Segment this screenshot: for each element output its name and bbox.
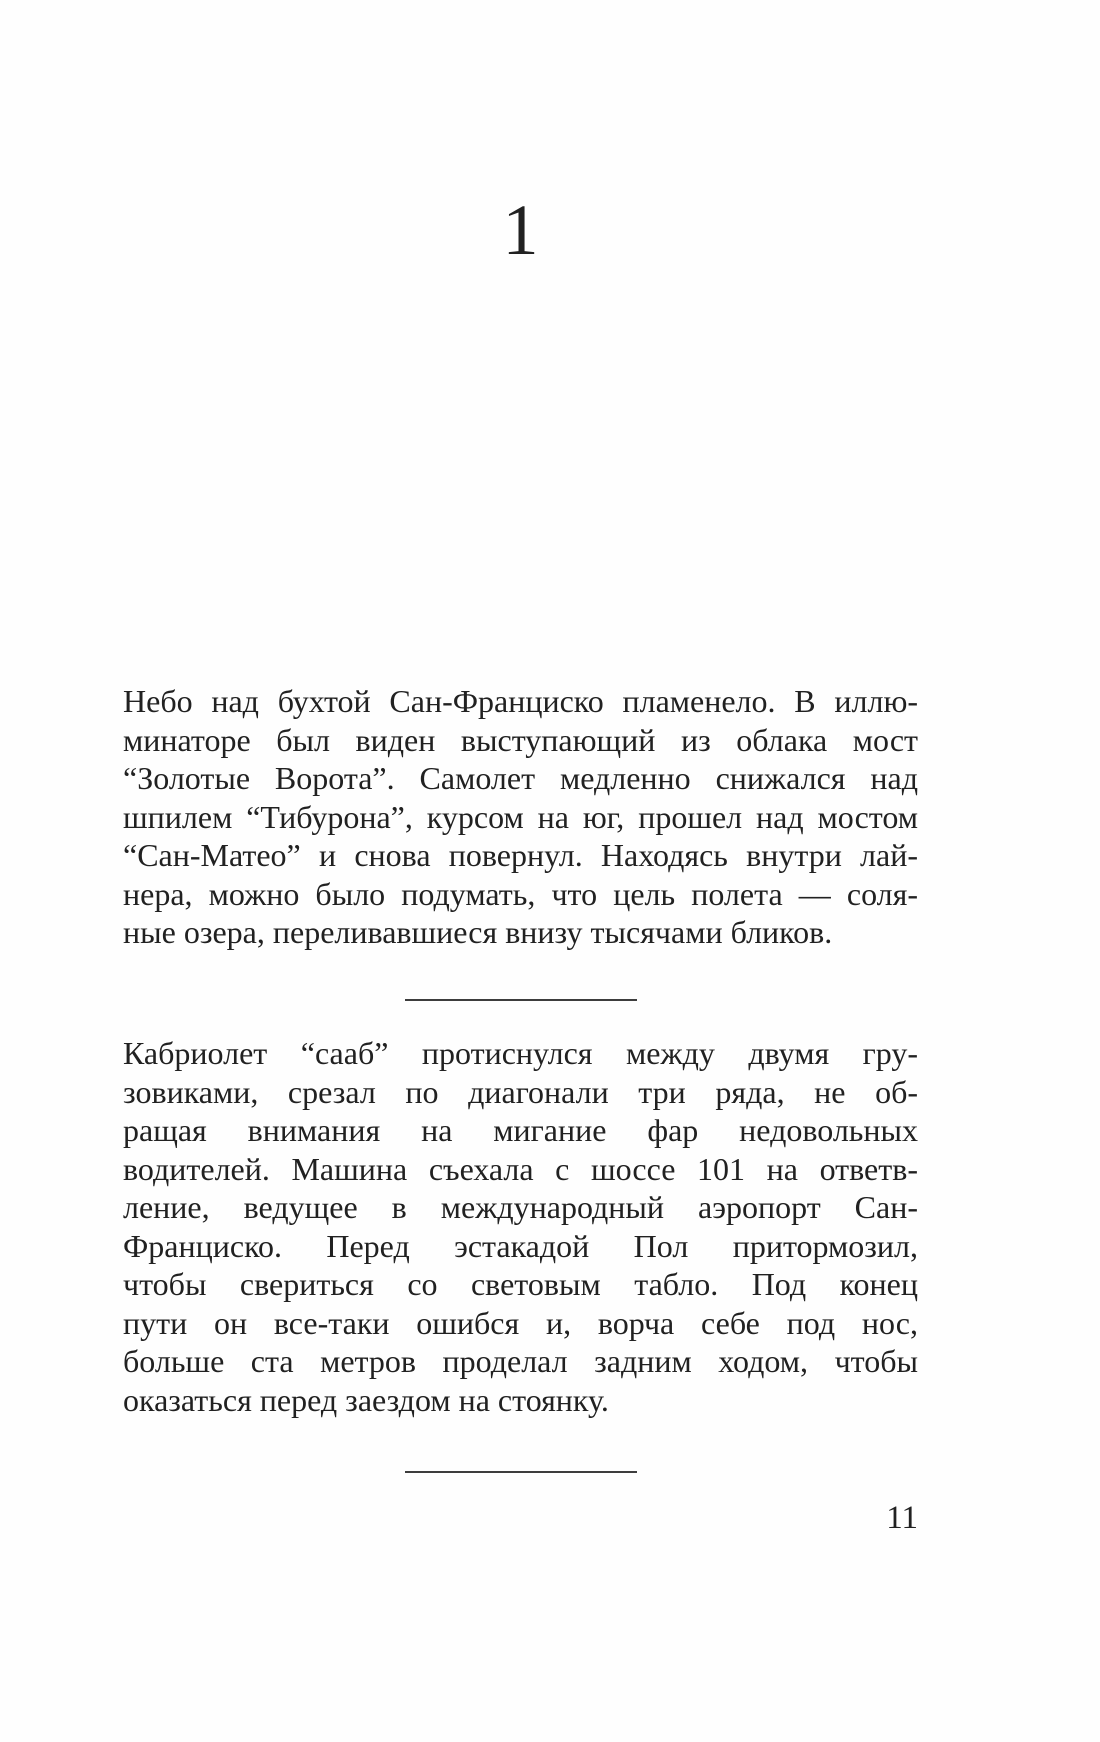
- text-line: больше ста метров проделал задним ходом, чтобы: [123, 1343, 918, 1379]
- text-line: Небо над бухтой Сан-Франциско пламенело. В иллю-: [123, 683, 918, 719]
- text-line: чтобы свериться со световым табло. Под конец: [123, 1266, 918, 1302]
- text-line: Франциско. Перед эстакадой Пол притормозил,: [123, 1227, 918, 1264]
- paragraph-1: [123, 682, 918, 952]
- text-line: минаторе был виден выступающий из облака мост: [123, 721, 918, 758]
- text-column: [123, 0, 918, 1742]
- section-divider: [405, 999, 637, 1001]
- text-line: ление, ведущее в международный аэропорт Сан-: [123, 1189, 918, 1225]
- text-line: водителей. Машина съехала с шоссе 101 на ответв-: [123, 1150, 918, 1187]
- text-line: нера, можно было подумать, что цель полета — соля-: [123, 875, 918, 912]
- section-divider: [405, 1471, 637, 1473]
- text-line: шпилем “Тибурона”, курсом на юг, прошел над мостом: [123, 798, 918, 835]
- text-line: оказаться перед заездом на стоянку.: [123, 1381, 609, 1418]
- text-line: пути он все-таки ошибся и, ворча себе под нос,: [123, 1304, 918, 1341]
- chapter-number: 1: [502, 190, 539, 270]
- text-line: “Золотые Ворота”. Самолет медленно снижался над: [123, 760, 918, 796]
- text-line: Кабриолет “сааб” протиснулся между двумя гру-: [123, 1035, 918, 1071]
- paragraph-2: [123, 1034, 918, 1419]
- text-line: ные озера, переливавшиеся внизу тысячами бликов.: [123, 914, 833, 950]
- page-number: 11: [886, 1500, 918, 1536]
- text-line: “Сан-Матео” и снова повернул. Находясь внутри лай-: [123, 837, 918, 873]
- text-line: ращая внимания на мигание фар недовольных: [123, 1112, 918, 1148]
- text-line: зовиками, срезал по диагонали три ряда, не об-: [123, 1073, 918, 1110]
